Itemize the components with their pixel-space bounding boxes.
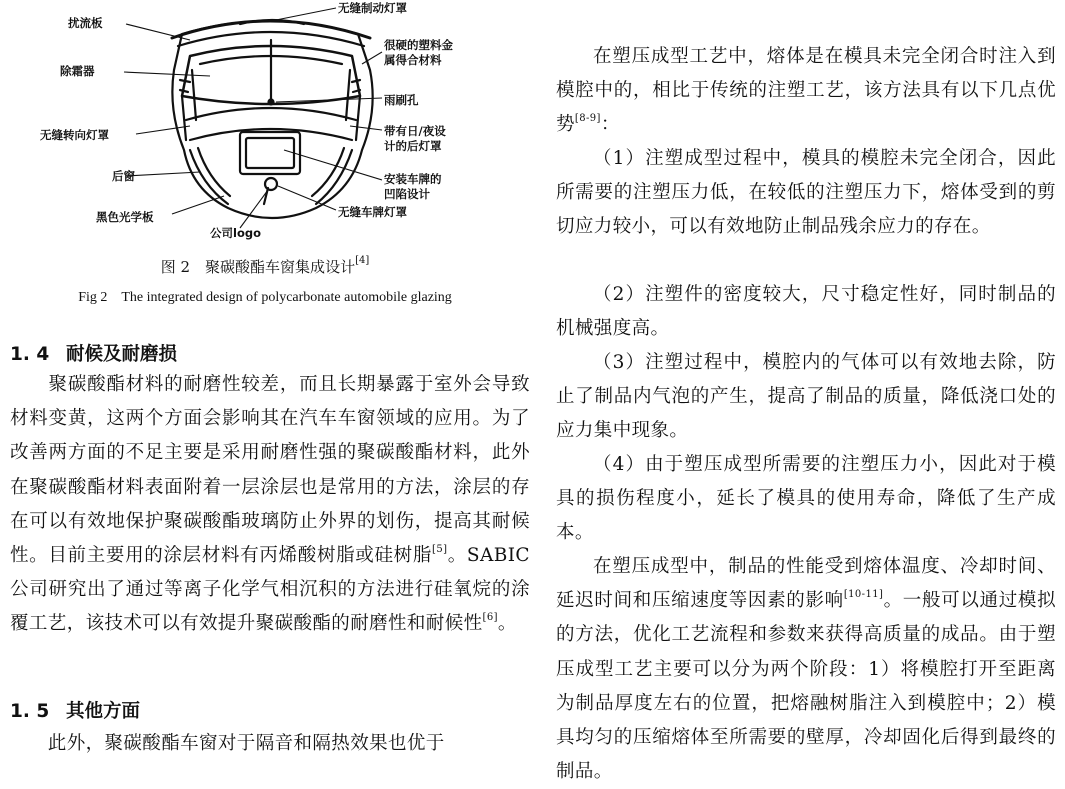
- callout-material-line1: 很硬的塑料金: [384, 38, 453, 52]
- callout-plate-recess-line1: 安装车牌的: [384, 172, 442, 186]
- para-text: 。一般可以通过模拟的方法，优化工艺流程和参数来获得高质量的成品。由于塑压成型工艺主要可以分为两个阶段：1）将模腔打开至距离为制品厚度左右的位置，把熔融树脂注入到模腔中；2）模具均匀的压缩熔体至所需要的壁厚，冷却固化后得到最终的制品。: [556, 590, 1056, 783]
- callout-tail-light-line1: 带有日/夜设: [384, 124, 446, 138]
- para-text: 聚碳酸酯材料的耐磨性较差，而且长期暴露于室外会导致材料变黄，这两个方面会影响其在汽车车窗领域的应用。为了改善两方面的不足主要是采用耐磨性强的聚碳酸酯材料，此外在聚碳酸酯材料表面附着一层涂层也是常用的方法，涂层的存在可以有效地保护聚碳酸酯玻璃防止外界的划伤，提高其耐候性。目前主要用的涂层材料有丙烯酸树脂或硅树脂: [10, 374, 530, 567]
- paragraph-advantages-intro: [556, 40, 1056, 143]
- figure-caption-en: Fig 2 The integrated design of polycarbonate automobile glazing: [78, 290, 452, 305]
- paragraph-advantage-3: （3）注塑过程中，模腔内的气体可以有效地去除，防止了制品内气泡的产生，提高了制品的质量，降低浇口处的应力集中现象。: [556, 352, 1056, 442]
- section-1-4-paragraph: [10, 368, 530, 642]
- callout-material-line2: 属得合材料: [384, 53, 442, 67]
- paragraph-process: [556, 550, 1056, 789]
- callout-plate-recess-line2: 凹陷设计: [384, 187, 430, 201]
- para-text: 。SABIC 公司研究出了通过等离子化学气相沉积的方法进行硅氧烷的涂覆工艺，该技术可以有效提升聚碳酸酯的耐磨性和耐候性: [10, 545, 530, 635]
- callout-rear-window: 后窗: [112, 169, 135, 183]
- paragraph-advantage-2: （2）注塑件的密度较大，尺寸稳定性好，同时制品的机械强度高。: [556, 284, 1056, 340]
- callout-wiper-hole: 雨刷孔: [384, 93, 419, 107]
- section-heading-1-5: [10, 697, 140, 723]
- callout-turn-signal: 无缝转向灯罩: [40, 128, 109, 142]
- citation-6: [6]: [482, 612, 498, 624]
- citation-10-11: [10-11]: [843, 589, 884, 601]
- section-title: 其他方面: [66, 701, 141, 722]
- callout-plate-light: 无缝车牌灯罩: [338, 205, 407, 219]
- callout-black-panel: 黑色光学板: [96, 210, 154, 224]
- right-column: [556, 0, 1056, 783]
- para-text: 在塑压成型中，制品的性能受到熔体温度、冷却时间、延迟时间和压缩速度等因素的影响: [556, 556, 1056, 612]
- section-number: 1. 5: [10, 701, 50, 722]
- section-title: 耐候及耐磨损: [66, 344, 178, 365]
- left-column: [0, 0, 530, 767]
- citation-5: [5]: [432, 544, 448, 556]
- citation-8-9: [8-9]: [574, 113, 601, 125]
- figure-caption-cn: [0, 256, 530, 277]
- paragraph-advantage-4: （4）由于塑压成型所需要的注塑压力小，因此对于模具的损伤程度小，延长了模具的使用寿命，降低了生产成本。: [556, 454, 1056, 544]
- caption-cn-text: 图 2 聚碳酸酯车窗集成设计: [160, 258, 356, 276]
- section-1-5-paragraph: 此外，聚碳酸酯车窗对于隔音和隔热效果也优于: [10, 733, 445, 754]
- para-text: 在塑压成型工艺中，熔体是在模具未完全闭合时注入到模腔中的，相比于传统的注塑工艺，该方法具有以下几点优势: [556, 46, 1056, 136]
- figure-2: [40, 0, 490, 252]
- paragraph-advantage-1: （1）注塑成型过程中，模具的模腔未完全闭合，因此所需要的注塑压力低，在较低的注塑压力下，熔体受到的剪切应力较小，可以有效地防止制品残余应力的存在。: [556, 148, 1056, 238]
- section-heading-1-4: [10, 340, 177, 366]
- para-text: ：: [600, 114, 620, 136]
- caption-ref: [4]: [355, 255, 370, 266]
- callout-tail-light-line2: 计的后灯罩: [384, 139, 442, 153]
- callout-spoiler: 扰流板: [68, 16, 103, 30]
- callout-company-logo: 公司logo: [210, 226, 261, 240]
- callout-defroster: 除霜器: [60, 64, 95, 78]
- section-number: 1. 4: [10, 344, 50, 365]
- para-text: 。: [497, 613, 517, 635]
- callout-brake-light: 无缝制动灯罩: [338, 1, 407, 15]
